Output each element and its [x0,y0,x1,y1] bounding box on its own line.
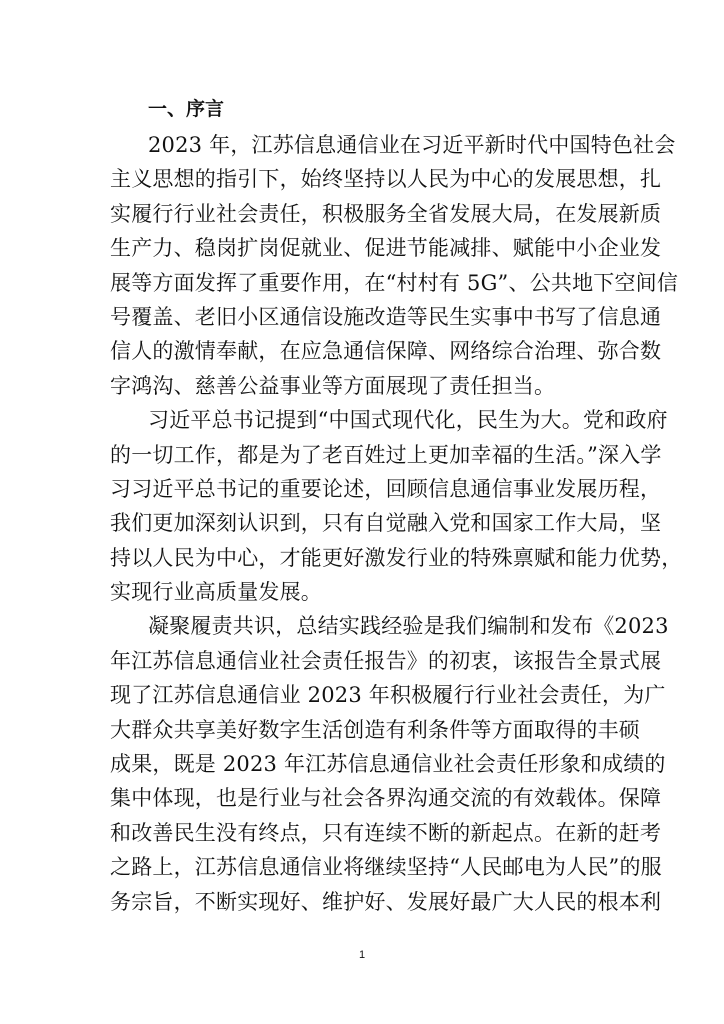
text-line: 实现行业高质量发展。 [110,580,322,605]
section-heading: 一、序言 [148,98,225,120]
text-line: 我们更加深刻认识到，只有自觉融入党和国家工作大局，坚 [110,511,662,536]
text-line: 成果，既是 2023 年江苏信息通信业社会责任形象和成绩的 [110,752,666,777]
text-line: 年江苏信息通信业社会责任报告》的初衷，该报告全景式展 [110,648,662,673]
text-line: 字鸿沟、慈善公益事业等方面展现了责任担当。 [110,373,556,398]
text-line: 大群众共享美好数字生活创造有利条件等方面取得的丰硕 [110,717,640,742]
text-line: 现了江苏信息通信业 2023 年积极履行行业社会责任，为广 [110,683,666,708]
paragraph-3 [110,609,669,919]
text-line: 实履行行业社会责任，积极服务全省发展大局，在发展新质 [110,201,662,226]
text-line: 生产力、稳岗扩岗促就业、促进节能减排、赋能中小企业发 [110,236,662,261]
text-line: 集中体现，也是行业与社会各界沟通交流的有效载体。保障 [110,786,662,811]
body-text [110,128,683,919]
text-line: 主义思想的指引下，始终坚持以人民为中心的发展思想，扎 [110,167,662,192]
text-line: 习习近平总书记的重要论述，回顾信息通信事业发展历程， [110,476,662,501]
text-line: 号覆盖、老旧小区通信设施改造等民生实事中书写了信息通 [110,304,662,329]
text-line: 持以人民为中心，才能更好激发行业的特殊禀赋和能力优势， [110,545,683,570]
text-line: 之路上，江苏信息通信业将继续坚持“人民邮电为人民”的服 [110,855,662,880]
text-line: 2023 年，江苏信息通信业在习近平新时代中国特色社会 [148,133,676,157]
text-line: 信人的激情奉献，在应急通信保障、网络综合治理、弥合数 [110,339,662,364]
text-line: 展等方面发挥了重要作用，在“村村有 5G”、公共地下空间信 [110,270,679,295]
text-line: 凝聚履责共识，总结实践经验是我们编制和发布《2023 [148,614,669,639]
text-line: 的一切工作，都是为了老百姓过上更加幸福的生活。”深入学 [110,442,662,467]
text-line: 和改善民生没有终点，只有连续不断的新起点。在新的赶考 [110,820,662,845]
paragraph-1 [110,128,679,403]
text-line: 务宗旨，不断实现好、维护好、发展好最广大人民的根本利 [110,889,662,914]
text-line: 习近平总书记提到“中国式现代化，民生为大。党和政府 [148,408,668,433]
page-number: 1 [358,949,366,961]
paragraph-2 [110,403,683,609]
